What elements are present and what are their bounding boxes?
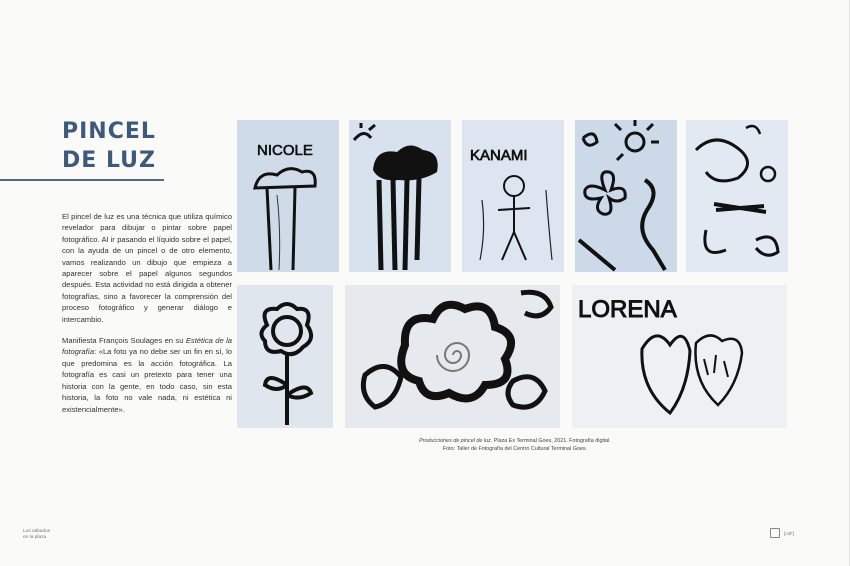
photo-flower-sun (575, 120, 677, 272)
drawing-figure (462, 120, 564, 272)
caption-title: Producciones de pincel de luz. (419, 438, 493, 444)
title-rule (0, 179, 164, 181)
paragraph-1: El pincel de luz es una técnica que utiliza químico revelador para dibujar o pintar sobre papel fotográfico. Al ir pasando el líquido sobre el papel, con la ayuda de un pincel o de otro elemento, vamos realizando un dibujo que empieza a aparecer sobre el papel algunos segundos después. Esta actividad no está dirigida a obtener fotografías, sino a favorecer la comprensión del proceso fotográfico y generar diálogo e intercambio. (62, 212, 232, 324)
photo-label-nicole: NICOLE (257, 142, 313, 159)
photo-caption (380, 437, 650, 454)
drawing-single-flower (237, 285, 333, 428)
drawing-flower-sun (575, 120, 677, 272)
photo-lorena-hearts (572, 285, 787, 428)
drawing-hearts (572, 285, 787, 428)
photo-kanami-figure (462, 120, 564, 272)
book-title: Estética de la fotografía (62, 336, 232, 357)
paragraph-2-end: : «La foto ya no debe ser un fin en sí, lo que predomina es la acción fotográfica. La fotografía es casi un pretexto para tener una historia con la gente, en todo caso, sin esta historia, la foto no vale nada, ni estética ni existencialmente». (62, 347, 232, 414)
photo-label-lorena: LORENA (578, 296, 677, 323)
body-text (62, 211, 232, 425)
photo-nicole-mushroom (237, 120, 339, 272)
footer-line-2: en la plaza (23, 535, 47, 540)
photo-swirls (686, 120, 788, 272)
footer-series-label (23, 529, 50, 541)
drawing-mushroom (237, 120, 339, 272)
photo-tree (349, 120, 451, 272)
title-line-2: DE LUZ (62, 148, 156, 173)
paragraph-2 (62, 335, 232, 415)
caption-line-2: Foto: Taller de Fotografía del Centro Cultural Terminal Goes. (442, 446, 588, 453)
drawing-tree (349, 120, 451, 272)
title-line-1: PINCEL (62, 119, 156, 144)
footer-logo-text: [cdF] (784, 530, 795, 536)
footer-line-1: Los sábados (23, 529, 51, 534)
institution-seal-icon (770, 528, 780, 538)
footer-logos (770, 528, 794, 538)
photo-label-kanami: KANAMI (470, 147, 528, 164)
photo-spiral-flower (345, 285, 560, 428)
caption-details: Plaza Ex Terminal Goes, 2021. Fotografía digital. (492, 438, 611, 444)
paragraph-2-start: Manifiesta François Soulages en su (62, 336, 186, 346)
drawing-swirls (686, 120, 788, 272)
drawing-spiral-flower (345, 285, 560, 428)
photo-single-flower (237, 285, 333, 428)
page-title (62, 117, 156, 175)
caption-line-1 (380, 437, 650, 445)
